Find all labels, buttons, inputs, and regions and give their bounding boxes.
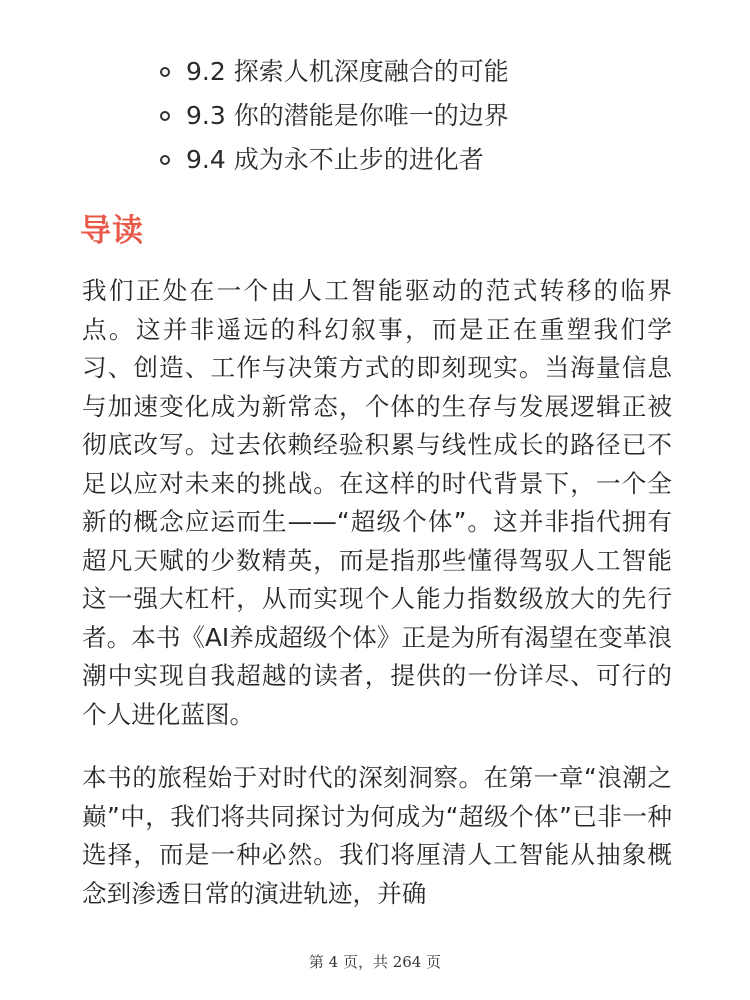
page-indicator: 第 4 页，共 264 页: [308, 953, 442, 971]
toc-item[interactable]: [160, 50, 720, 94]
toc-list: [160, 50, 720, 182]
toc-item-label: 9.2 探索人机深度融合的可能: [186, 57, 509, 86]
toc-item-label: 9.4 成为永不止步的进化者: [186, 145, 484, 174]
circle-bullet-icon: [160, 67, 170, 77]
circle-bullet-icon: [160, 111, 170, 121]
circle-bullet-icon: [160, 155, 170, 165]
section-heading: 导读: [80, 213, 144, 249]
toc-item[interactable]: [160, 94, 720, 138]
toc-item-label: 9.3 你的潜能是你唯一的边界: [186, 101, 509, 130]
body-paragraph: 我们正处在一个由人工智能驱动的范式转移的临界点。这并非遥远的科幻叙事，而是正在重塑我们学习、创造、工作与决策方式的即刻现实。当海量信息与加速变化成为新常态，个体的生存与发展逻辑正被彻底改写。过去依赖经验积累与线性成长的路径已不足以应对未来的挑战。在这样的时代背景下，一个全新的概念应运而生——“超级个体”。这并非指代拥有超凡天赋的少数精英，而是指那些懂得驾驭人工智能这一强大杠杆，从而实现个人能力指数级放大的先行者。本书《AI养成超级个体》正是为所有渴望在变革浪潮中实现自我超越的读者，提供的一份详尽、可行的个人进化蓝图。: [82, 276, 672, 729]
toc-item[interactable]: [160, 138, 720, 182]
body-paragraph: 本书的旅程始于对时代的深刻洞察。在第一章“浪潮之巅”中，我们将共同探讨为何成为“超级个体”已非一种选择，而是一种必然。我们将厘清人工智能从抽象概念到渗透日常的演进轨迹，并确: [82, 763, 672, 908]
